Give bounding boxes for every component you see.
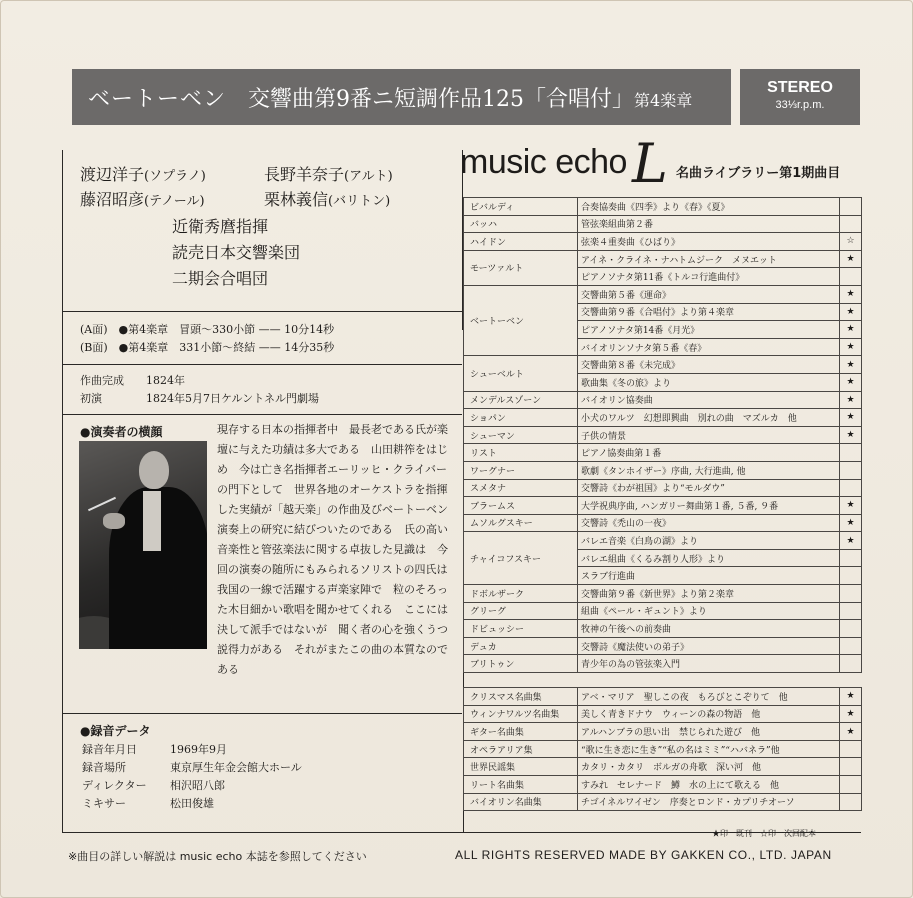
album-cell: リート名曲集 [464,776,578,794]
work-name: 交響曲第9番ニ短調作品125「合唱付」 [248,86,635,112]
composer-cell: ショパン [464,409,578,427]
title-cell: ピアノソナタ第14番《月光》 [578,321,840,339]
mark-cell [840,620,862,638]
mark-cell: ★ [840,723,862,741]
recording-row [82,795,214,813]
performer-role: (ソプラノ) [144,169,206,184]
table-row [464,426,862,444]
mark-cell: ★ [840,514,862,532]
mark-cell: ★ [840,356,862,374]
performer-name: 渡辺洋子 [80,165,145,184]
gap-cell [464,673,862,688]
stereo-badge [740,69,860,125]
table-row [464,514,862,532]
composer-cell: ビバルディ [464,198,578,216]
title-cell: 歌劇《タンホイザー》序曲, 大行進曲, 他 [578,461,840,479]
title-cell: 交響曲第８番《未完成》 [578,356,840,374]
title-cell: 小犬のワルツ 幻想即興曲 別れの曲 マズルカ 他 [578,409,840,427]
rec-label: 録音場所 [82,761,126,774]
composer-name: ベートーベン [88,86,227,112]
divider-line [62,311,462,312]
table-row [464,602,862,620]
recording-row [82,741,227,759]
title-cell: 交響曲第９番《新世界》より第２楽章 [578,585,840,603]
info-value: 1824年 [146,374,185,387]
rec-value: 東京厚生年金会館大ホール [170,761,302,774]
title-cell: 管弦楽組曲第２番 [578,215,840,233]
brand-mark: L [632,132,668,195]
album-cell: ウィンナワルツ名曲集 [464,705,578,723]
composer-cell: ムソルグスキー [464,514,578,532]
table-row [464,740,862,758]
composer-cell: リスト [464,444,578,462]
title-cell: カタリ・カタリ ボルガの舟歌 深い河 他 [578,758,840,776]
album-cell: クリスマス名曲集 [464,688,578,706]
title-cell: 弦楽４重奏曲《ひばり》 [578,233,840,251]
mark-cell [840,758,862,776]
album-cell: ギター名曲集 [464,723,578,741]
mark-cell [840,602,862,620]
composer-cell: シューマン [464,426,578,444]
table-row [464,444,862,462]
choir-name: 二期会合唱団 [172,269,269,288]
movement-label: 第4楽章 [634,90,693,110]
title-cell: 大学祝典序曲, ハンガリー舞曲第１番, ５番, ９番 [578,497,840,515]
footer-note: ※曲目の詳しい解説は music echo 本誌を参照してください [68,850,367,863]
mark-cell [840,567,862,585]
performer-name: 長野羊奈子 [264,165,345,184]
mark-cell [840,549,862,567]
speed-label: 33⅓r.p.m. [775,99,825,111]
title-cell: アイネ・クライネ・ナハトムジーク メヌエット [578,250,840,268]
table-row [464,391,862,409]
composition-completed [80,372,185,390]
mark-cell: ★ [840,426,862,444]
mark-cell: ★ [840,391,862,409]
title-cell: 青少年の為の管弦楽入門 [578,655,840,673]
bio-title: ●演奏者の横顔 [80,425,163,439]
rights-notice: ALL RIGHTS RESERVED MADE BY GAKKEN CO., LTD. JAPAN [455,848,832,862]
composer-cell: チャイコフスキー [464,532,578,585]
divider-line [62,364,462,365]
mark-cell: ☆ [840,233,862,251]
performer-tenor [80,187,205,215]
title-cell: 交響曲第５番《運命》 [578,285,840,303]
side-label: (A面) [80,323,108,336]
table-row [464,409,862,427]
mark-cell [840,655,862,673]
photo-baton [88,497,116,511]
side-b [80,340,334,356]
table-row [464,776,862,794]
table-row [464,637,862,655]
mark-cell: ★ [840,532,862,550]
bio-text: 現存する日本の指揮者中 最長老である氏が楽壇に与えた功績は多大である 山田耕筰をはじめ 今は亡き名指揮者エーリッヒ・クライバーの門下として 世界各地のオーケストラを指揮した実績が「越天楽」の作曲及びベートーベン演奏上の研究に結びついたのである 氏の高い音楽性と管弦楽法に関する卓抜した見識は 今回の演奏の随所にもみられるソリストの四氏は我国の一線で活躍する声楽家陣で 粒のそろった木目細かい歌唱を聞かせてくれる ここには 決して派手ではないが 聞く者の心を強くうつ説得力がある それがまたこの曲の本質なのである [217,423,459,676]
title-cell: バイオリン協奏曲 [578,391,840,409]
composer-cell: ブラームス [464,497,578,515]
title-cell: バレエ音楽《白鳥の湖》より [578,532,840,550]
composer-cell: ドボルザーク [464,585,578,603]
table-row [464,723,862,741]
mark-cell: ★ [840,373,862,391]
performer-role: (バリトン) [328,194,391,209]
performer-role: (アルト) [344,169,393,184]
title-cell: 牧神の午後への前奏曲 [578,620,840,638]
mark-cell: ★ [840,705,862,723]
left-border-line [62,150,63,832]
table-gap [464,673,862,688]
composer-cell: ブリトゥン [464,655,578,673]
table-row [464,285,862,303]
table-row [464,198,862,216]
brand-subtitle: 名曲ライブラリー第1期曲目 [676,166,841,181]
composer-cell: バッハ [464,215,578,233]
mark-cell [840,268,862,286]
side-label: (B面) [80,341,108,354]
conductor-name: 近衛秀麿指揮 [172,217,269,236]
composer-cell: モーツァルト [464,250,578,285]
table-row [464,356,862,374]
title-cell: 美しく青きドナウ ウィーンの森の物語 他 [578,705,840,723]
mark-cell [840,776,862,794]
title-cell: ピアノソナタ第11番《トルコ行進曲付》 [578,268,840,286]
mark-cell [840,585,862,603]
table-row [464,793,862,811]
mark-cell: ★ [840,303,862,321]
rec-value: 1969年9月 [170,743,227,756]
mark-cell [840,461,862,479]
performer-name: 藤沼昭彦 [80,190,145,209]
table-row [464,705,862,723]
performer-soprano [80,162,206,190]
mark-cell [840,215,862,233]
stereo-label: STEREO [767,79,833,96]
table-row [464,250,862,268]
mark-cell [840,444,862,462]
recording-row [82,759,302,777]
side-range: 冒頭～330小節 —— 10分14秒 [179,323,335,336]
table-row [464,655,862,673]
title-cell: 交響曲第９番《合唱付》より第４楽章 [578,303,840,321]
library-table [463,197,862,811]
composer-cell: スメタナ [464,479,578,497]
brand-logo: music echo [460,143,627,181]
title-cell: スラブ行進曲 [578,567,840,585]
side-range: 331小節～終結 —— 14分35秒 [179,341,335,354]
info-label: 作曲完成 [80,374,124,387]
conductor-photo [79,441,207,649]
title-cell: 交響詩《魔法使いの弟子》 [578,637,840,655]
photo-hand [103,513,125,529]
composer-cell: ハイドン [464,233,578,251]
mark-cell [840,198,862,216]
info-label: 初演 [80,392,102,405]
album-cell: バイオリン名曲集 [464,793,578,811]
mark-cell: ★ [840,497,862,515]
composer-cell: ワーグナー [464,461,578,479]
rec-value: 相沢昭八郎 [170,779,225,792]
title-cell: 交響詩《わが祖国》より“モルダウ” [578,479,840,497]
title-cell: すみれ セレナード 鱒 水の上にて歌える 他 [578,776,840,794]
composer-cell: グリーグ [464,602,578,620]
photo-head [139,451,169,489]
performer-alto [264,162,393,190]
composition-premiere [80,390,319,408]
composer-cell: デュカ [464,637,578,655]
rec-value: 松田俊雄 [170,797,214,810]
divider-line [62,414,462,415]
table-row [464,532,862,550]
mark-cell: ★ [840,285,862,303]
divider-line [62,713,462,714]
rec-label: ディレクター [82,779,147,792]
rec-label: ミキサー [82,797,126,810]
title-cell: 歌曲集《冬の旅》より [578,373,840,391]
album-cell: 世界民謡集 [464,758,578,776]
composer-cell: シューベルト [464,356,578,391]
title-cell: アルハンブラの思い出 禁じられた遊び 他 [578,723,840,741]
composer-cell: ベートーベン [464,285,578,355]
title-cell: 子供の情景 [578,426,840,444]
info-value: 1824年5月7日ケルントネル門劇場 [146,392,320,405]
title-cell: 交響詩《禿山の一夜》 [578,514,840,532]
table-row [464,215,862,233]
mark-cell [840,637,862,655]
side-a [80,322,334,338]
orchestra-name: 読売日本交響楽団 [172,243,301,262]
mark-cell: ★ [840,321,862,339]
recording-title: ●録音データ [80,724,151,738]
title-cell: 合奏協奏曲《四季》より《春》《夏》 [578,198,840,216]
mark-cell: ★ [840,409,862,427]
composer-cell: ドビュッシー [464,620,578,638]
title-band [72,69,731,125]
table-row [464,461,862,479]
table-row [464,233,862,251]
table-row [464,585,862,603]
performer-role: (テノール) [144,194,205,209]
work-title [248,82,692,113]
title-cell: アベ・マリア 聖しこの夜 もろびとこぞりて 他 [578,688,840,706]
legend-text: ★印一既刊 ☆印一次回配本 [712,829,816,838]
album-cell: オペラアリア集 [464,740,578,758]
mark-cell [840,740,862,758]
title-cell: 組曲《ペール・ギュント》より [578,602,840,620]
title-cell: チゴイネルワイゼン 序奏とロンド・カプリチオーソ [578,793,840,811]
side-movement: ●第4楽章 [118,323,169,336]
table-row [464,497,862,515]
recording-row [82,777,225,795]
performer-baritone [264,187,390,215]
title-cell: バレエ組曲《くるみ割り人形》より [578,549,840,567]
title-cell: “歌に生き恋に生き”“私の名はミミ”“ハバネラ”他 [578,740,840,758]
table-row [464,620,862,638]
title-cell: ピアノ協奏曲第１番 [578,444,840,462]
photo-shirt [143,491,161,551]
title-cell: バイオリンソナタ第５番《春》 [578,338,840,356]
table-row [464,758,862,776]
rec-label: 録音年月日 [82,743,137,756]
mark-cell: ★ [840,338,862,356]
library-table-body [464,198,862,811]
side-movement: ●第4楽章 [118,341,169,354]
mark-cell [840,793,862,811]
mark-cell: ★ [840,250,862,268]
mark-cell: ★ [840,688,862,706]
composer-cell: メンデルスゾーン [464,391,578,409]
performer-name: 栗林義信 [264,190,329,209]
table-row [464,688,862,706]
table-row [464,479,862,497]
mark-cell [840,479,862,497]
